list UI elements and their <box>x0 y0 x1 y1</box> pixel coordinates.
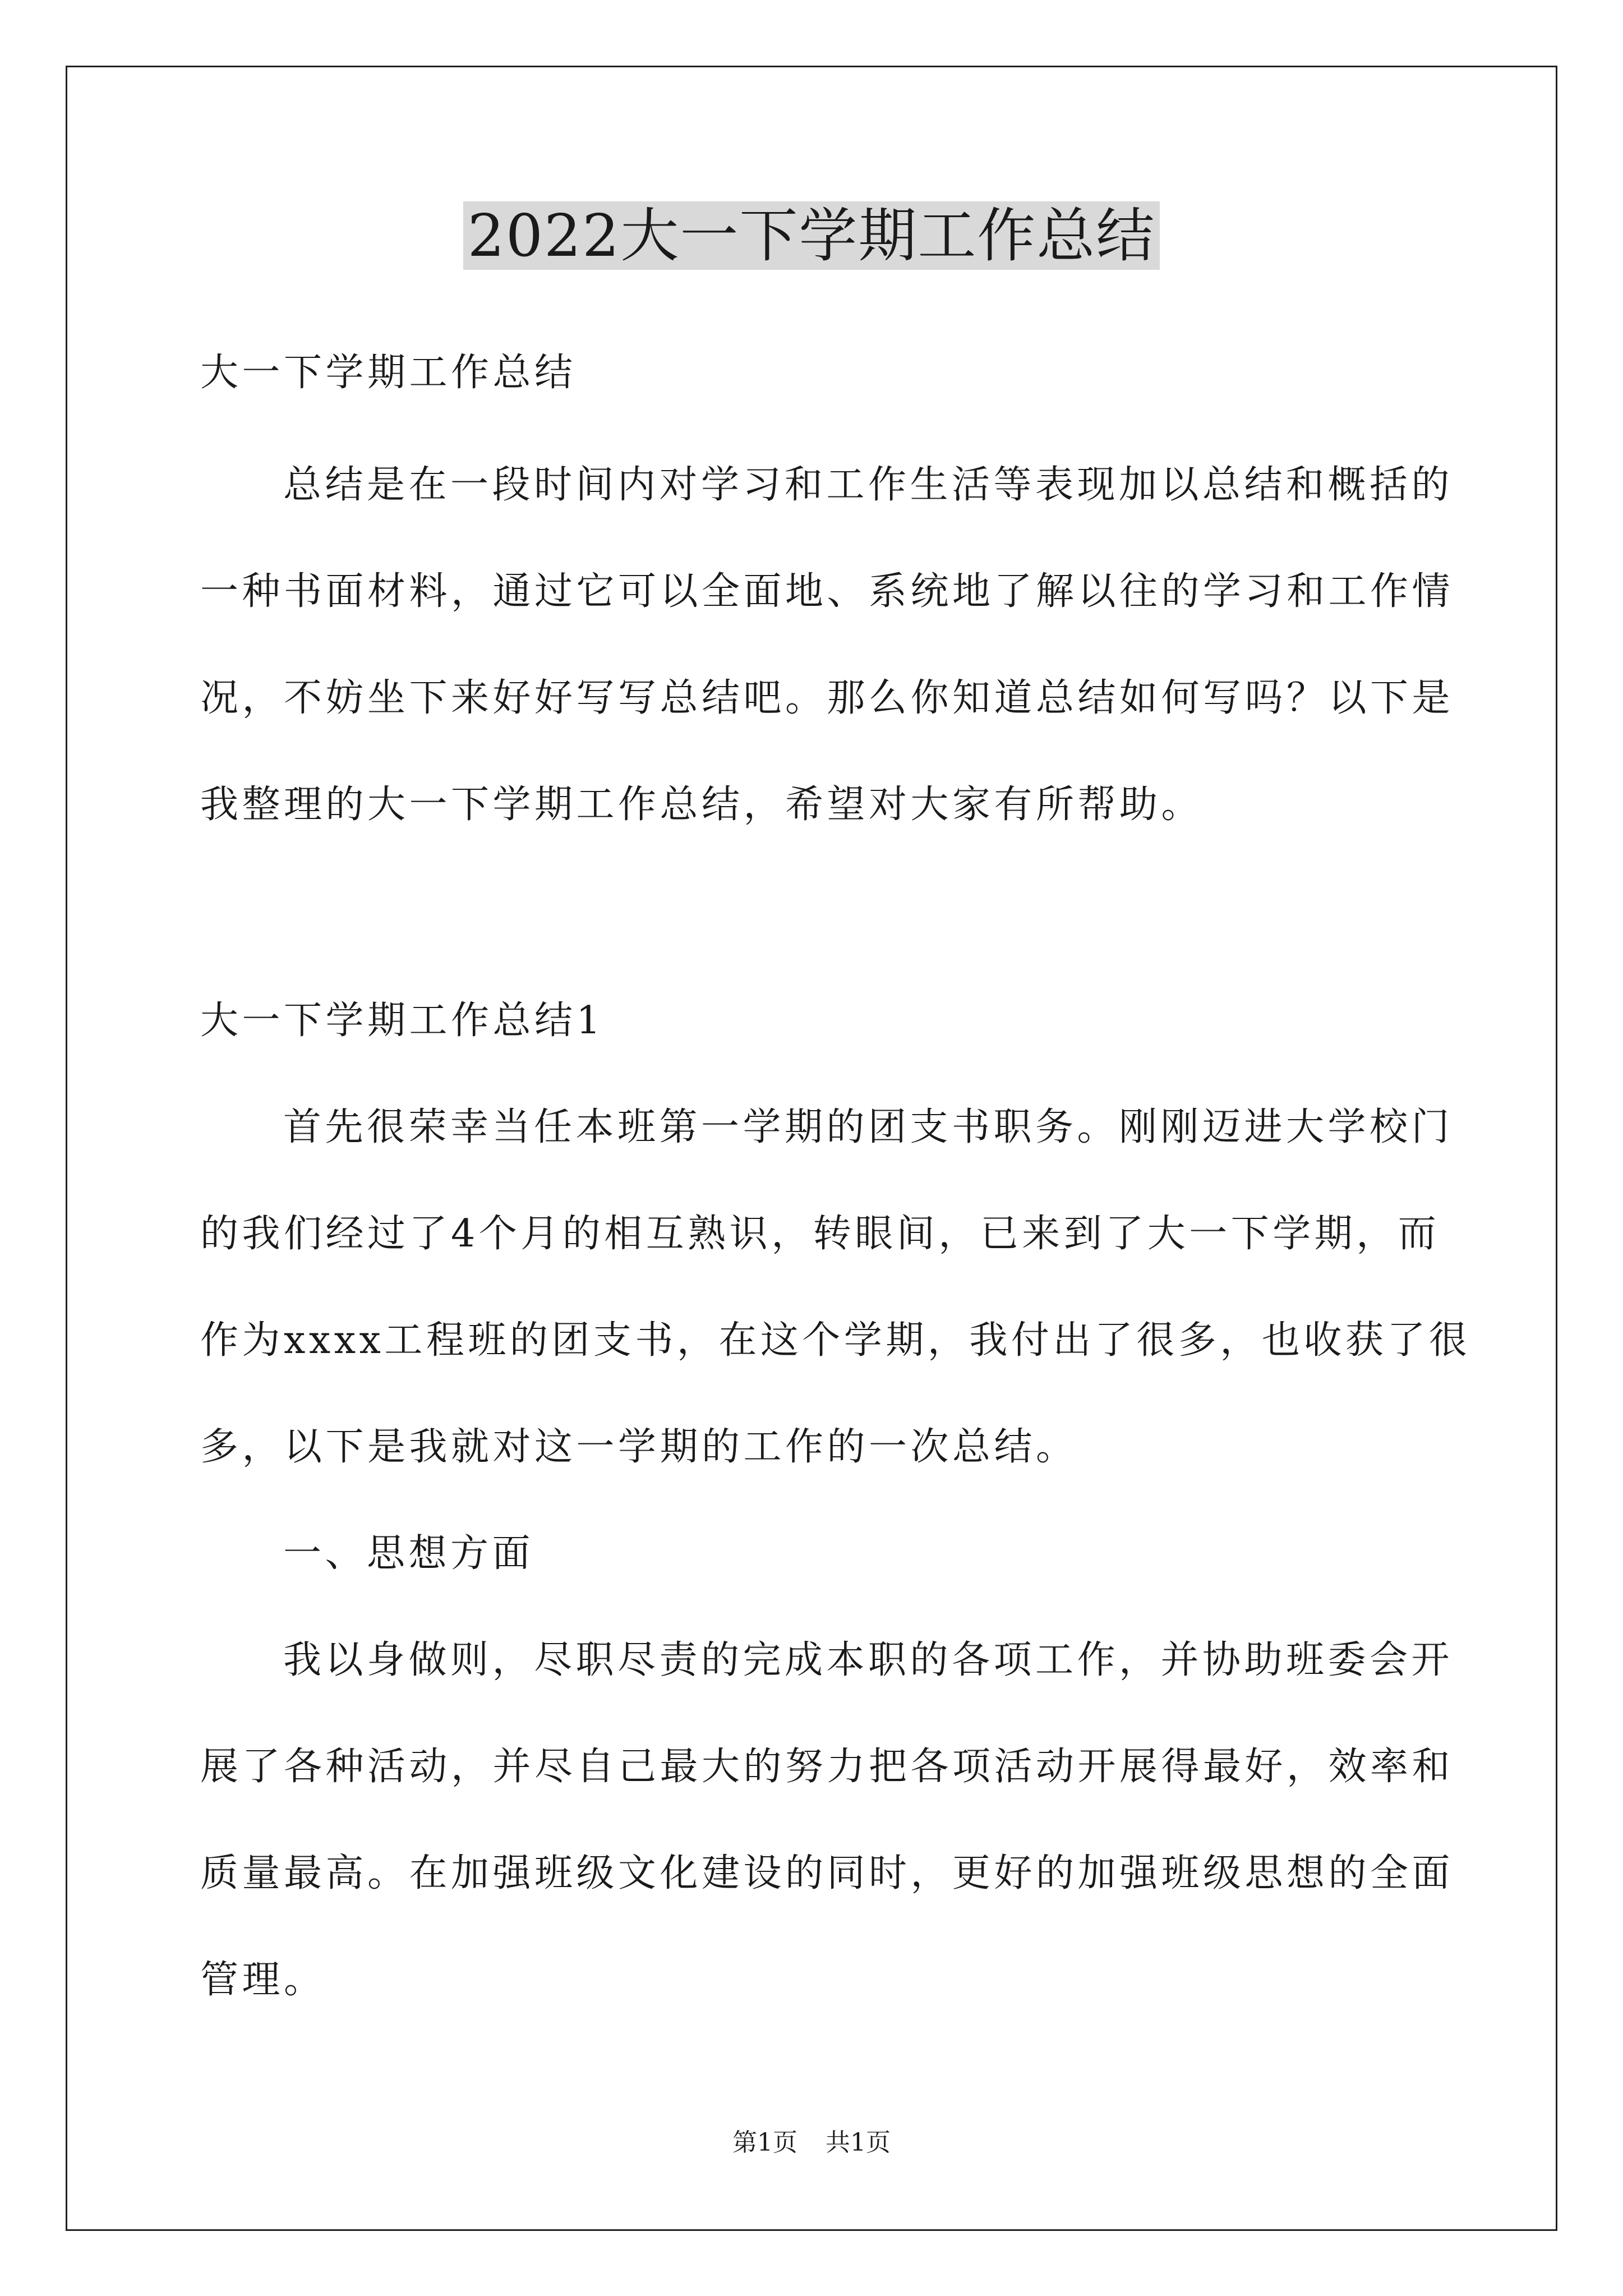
paragraph-line: 作为xxxx工程班的团支书，在这个学期，我付出了很多，也收获了很 <box>200 1318 1471 1363</box>
paragraph-line: 的我们经过了4个月的相互熟识，转眼间，已来到了大一下学期，而 <box>200 1212 1440 1256</box>
paragraph-line: 管理。 <box>200 1958 326 2002</box>
paragraph-line: 我整理的大一下学期工作总结，希望对大家有所帮助。 <box>200 783 1204 827</box>
section-heading: 大一下学期工作总结1 <box>200 999 605 1043</box>
subsection-heading: 一、思想方面 <box>283 1531 534 1576</box>
page-total: 共1页 <box>826 2128 891 2157</box>
page-footer <box>0 2126 1623 2160</box>
paragraph-line: 展了各种活动，并尽自己最大的努力把各项活动开展得最好，效率和 <box>200 1745 1454 1789</box>
paragraph-line: 首先很荣幸当任本班第一学期的团支书职务。刚刚迈进大学校门 <box>283 1105 1454 1149</box>
document-title-text: 2022大一下学期工作总结 <box>463 201 1160 270</box>
document-title <box>0 196 1623 275</box>
paragraph-line: 总结是在一段时间内对学习和工作生活等表现加以总结和概括的 <box>283 463 1454 507</box>
paragraph-line: 况，不妨坐下来好好写写总结吧。那么你知道总结如何写吗？以下是 <box>200 676 1454 720</box>
paragraph-line: 我以身做则，尽职尽责的完成本职的各项工作，并协助班委会开 <box>283 1638 1454 1682</box>
section-heading: 大一下学期工作总结 <box>200 351 577 395</box>
paragraph-line: 质量最高。在加强班级文化建设的同时，更好的加强班级思想的全面 <box>200 1851 1454 1895</box>
paragraph-line: 多，以下是我就对这一学期的工作的一次总结。 <box>200 1425 1078 1469</box>
page-number: 第1页 <box>732 2128 797 2157</box>
paragraph-line: 一种书面材料，通过它可以全面地、系统地了解以往的学习和工作情 <box>200 569 1454 614</box>
